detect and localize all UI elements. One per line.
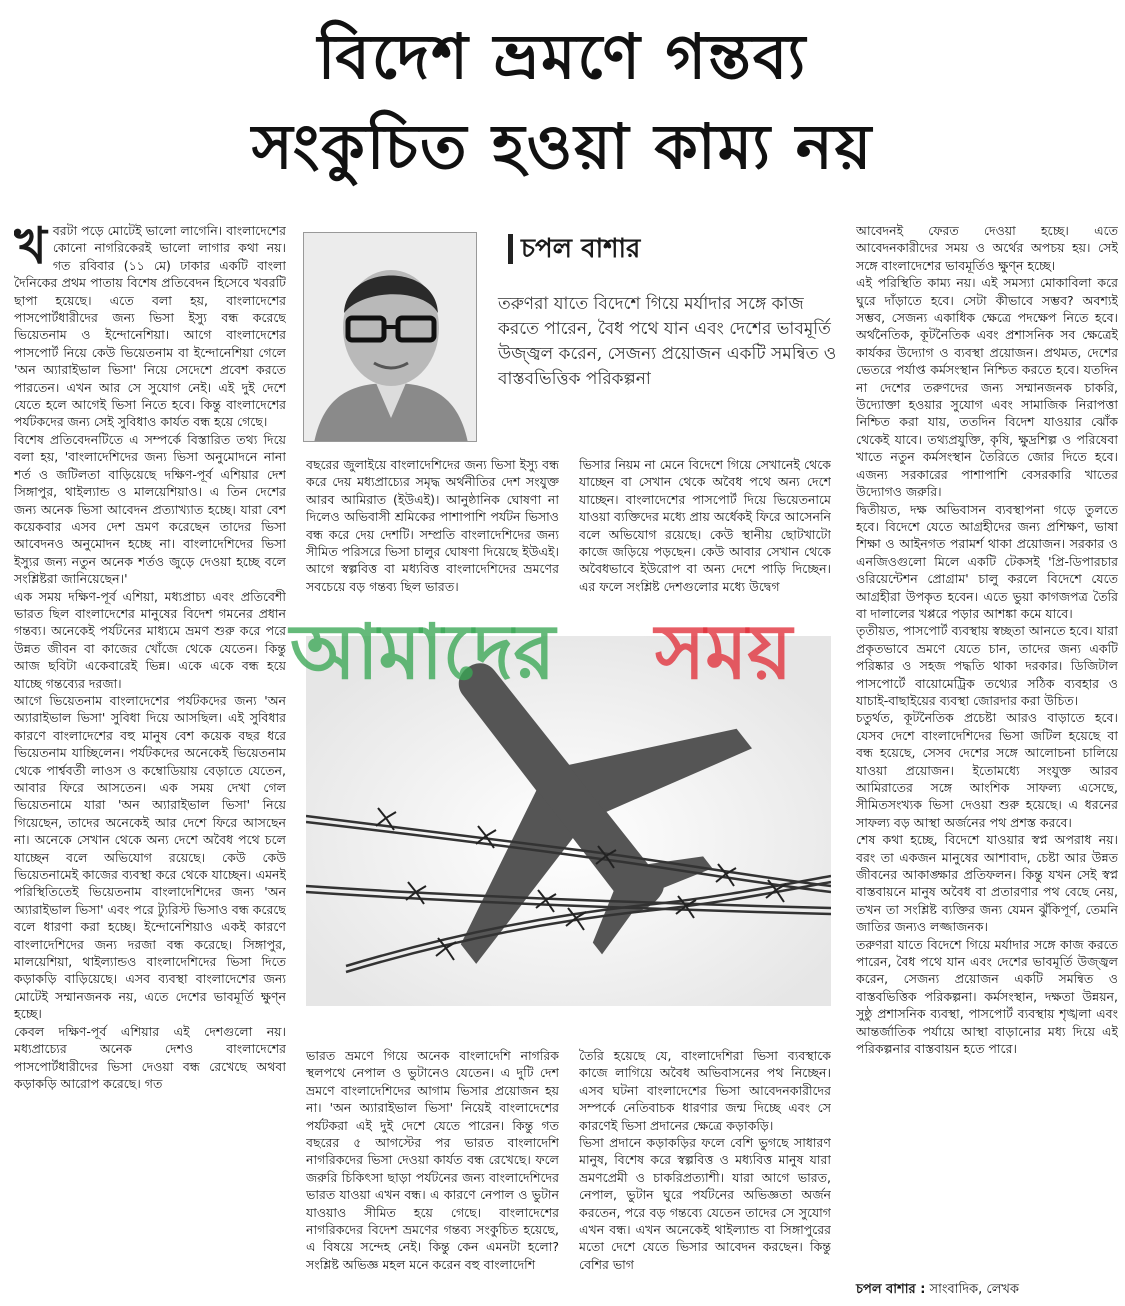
amader-shomoy-watermark — [270, 600, 910, 700]
drop-cap: খ — [14, 222, 47, 275]
paragraph: ভিসা প্রদানে কড়াকড়ির ফলে বেশি ভুগছে সাধারণ মানুষ, বিশেষ করে স্বল্পবিত্ত ও মধ্যবিত্ত মানুষ যারা ভ্রমণপ্রেমী ও চাকরিপ্রত্যাশী। যারা আগে ভারত, নেপাল, ভুটান ঘুরে পর্যটনের অভিজ্ঞতা অর্জন করতেন, পরে বড় গন্তব্যে যেতেন তাদের সে সুযোগ এখন বন্ধ। এখন অনেকেই থাইল্যান্ড বা সিঙ্গাপুরের মতো দেশে যেতে ভিসার আবেদন করছেন। কিন্তু বেশির ভাগ — [579, 1135, 831, 1272]
article-column-4 — [856, 222, 1118, 1302]
paragraph: দ্বিতীয়ত, দক্ষ অভিবাসন ব্যবস্থাপনা গড়ে তুলতে হবে। বিদেশে যেতে আগ্রহীদের জন্য প্রশিক্ষণ, ভাষা শিক্ষা ও আইনগত পরামর্শ থাকা প্রয়োজন। সরকার ও এনজিওগুলো মিলে একটি টেকসই 'প্রি-ডিপারচার ওরিয়েন্টেশন প্রোগ্রাম' চালু করলে বিদেশে যেতে আগ্রহীরা উপকৃত হবেন। এতে ভুয়া কাগজপত্র তৈরি বা দালালের খপ্পরে পড়ার আশঙ্কা কমে যাবে। — [856, 501, 1118, 621]
author-portrait-icon — [304, 233, 477, 442]
paragraph: বিশেষ প্রতিবেদনটিতে এ সম্পর্কে বিস্তারিত তথ্য দিয়ে বলা হয়, 'বাংলাদেশিদের জন্য ভিসা অনুমোদনে নানা শর্ত ও জটিলতা বাড়িয়েছে দক্ষিণ-পূর্ব এশিয়ার দেশ সিঙ্গাপুর, থাইল্যান্ড ও মালয়েশিয়াও। এ তিন দেশের জন্য অনেক ভিসা আবেদন প্রত্যাখ্যাত হচ্ছে। যারা বেশ কয়েকবার এসব দেশ ভ্রমণ করেছেন তাদের ভিসা আবেদনও অনুমোদন হচ্ছে না। বাংলাদেশিদের ভিসা ইস্যুর জন্য নতুন অনেক শর্তও জুড়ে দেওয়া হচ্ছে বলে সংশ্লিষ্টরা জানিয়েছেন।' — [14, 431, 286, 587]
paragraph: তরুণরা যাতে বিদেশে গিয়ে মর্যাদার সঙ্গে কাজ করতে পারেন, বৈধ পথে যান এবং দেশের ভাবমূর্তি উজ্জ্বল করেন, সেজন্য প্রয়োজন একটি সমন্বিত ও বাস্তবভিত্তিক পরিকল্পনা। কর্মসংস্থান, দক্ষতা উন্নয়ন, সুষ্ঠু প্রশাসনিক ব্যবস্থা, পাসপোর্ট ব্যবস্থায় শৃঙ্খলা এবং আন্তর্জাতিক পর্যায়ে আস্থা বাড়ানোর মধ্য দিয়ে এই পরিকল্পনার বাস্তবায়ন হতে পারে। — [856, 936, 1118, 1057]
headline-line-2: সংকুচিত হওয়া কাম্য নয় — [251, 110, 874, 183]
watermark-green-text: আমাদের — [290, 607, 556, 696]
author-signature — [856, 1280, 1118, 1301]
headline-line-1: বিদেশ ভ্রমণে গন্তব্য — [317, 20, 808, 93]
article-column-1 — [14, 222, 286, 1302]
pull-quote: তরুণরা যাতে বিদেশে গিয়ে মর্যাদার সঙ্গে কাজ করতে পারেন, বৈধ পথে যান এবং দেশের ভাবমূর্তি উজ্জ্বল করেন, সেজন্য প্রয়োজন একটি সমন্বিত ও বাস্তবভিত্তিক পরিকল্পনা — [498, 294, 837, 389]
article-column-3-bottom — [579, 1047, 831, 1302]
paragraph: তৃতীয়ত, পাসপোর্ট ব্যবস্থায় স্বচ্ছতা আনতে হবে। যারা প্রকৃতভাবে ভ্রমণে যেতে চান, তাদের জন্য একটি পরিষ্কার ও সহজ পদ্ধতি থাকা দরকার। ডিজিটাল পাসপোর্টে বায়োমেট্রিক তথ্যের সঠিক ব্যবহার ও যাচাই-বাছাইয়ের ব্যবস্থা জোরদার করা উচিত। — [856, 623, 1118, 708]
paragraph: ভারত ভ্রমণে গিয়ে অনেক বাংলাদেশি নাগরিক স্থলপথে নেপাল ও ভুটানেও যেতেন। এ দুটি দেশ ভ্রমণে বাংলাদেশিদের আগাম ভিসার প্রয়োজন হয় না। 'অন অ্যারাইভাল ভিসা' নিয়েই বাংলাদেশের পর্যটকরা এই দুই দেশে যেতে পারেন। কিন্তু গত বছরের ৫ আগস্টের পর ভারত বাংলাদেশি নাগরিকদের ভিসা দেওয়া কার্যত বন্ধ রেখেছে। ফলে জরুরি চিকিৎসা ছাড়া পর্যটনের জন্য বাংলাদেশিদের ভারত যাওয়া এখন বন্ধ। এ কারণে নেপাল ও ভুটান যাওয়াও সীমিত হয়ে গেছে। বাংলাদেশের নাগরিকদের বিদেশ ভ্রমণের গন্তব্য সংকুচিত হয়েছে, এ বিষয়ে সন্দেহ নেই। কিন্তু কেন এমনটা হলো? সংশ্লিষ্ট অভিজ্ঞ মহল মনে করেন বহু বাংলাদেশি — [306, 1048, 559, 1272]
signature-name: চপল বাশার : — [856, 1282, 926, 1297]
paragraph: ভিসার নিয়ম না মেনে বিদেশে গিয়ে সেখানেই থেকে যাচ্ছেন বা সেখান থেকে অবৈধ পথে অন্য দেশে যাচ্ছেন। বাংলাদেশের পাসপোর্ট দিয়ে ভিয়েতনামে যাওয়া ব্যক্তিদের মধ্যে প্রায় অর্ধেকই ফিরে আসেননি বলে অভিযোগ রয়েছে। কেউ স্থানীয় ছোটখাটো কাজে জড়িয়ে পড়ছেন। কেউ আবার সেখান থেকে অবৈধভাবে ইউরোপ বা অন্য দেশে পাড়ি দিচ্ছেন। এর ফলে সংশ্লিষ্ট দেশগুলোর মধ্যে উদ্বেগ — [579, 457, 831, 594]
article-column-2-bottom — [306, 1047, 559, 1302]
paragraph: বছরের জুলাইয়ে বাংলাদেশিদের জন্য ভিসা ইস্যু বন্ধ করে দেয় মধ্যপ্রাচ্যের সমৃদ্ধ অর্থনীতির দেশ সংযুক্ত আরব আমিরাত (ইউএই)। আনুষ্ঠানিক ঘোষণা না দিলেও অভিবাসী শ্রমিকের পাশাপাশি পর্যটন ভিসাও বন্ধ করে দেয় দেশটি। সম্প্রতি বাংলাদেশিদের জন্য সীমিত পরিসরে ভিসা চালুর ঘোষণা দিয়েছে ইউএই। আগে স্বল্পবিত্ত বা মধ্যবিত্ত বাংলাদেশিদের ভ্রমণের সবচেয়ে বড় গন্তব্য ছিল ভারত। — [306, 457, 559, 594]
signature-role: সাংবাদিক, লেখক — [929, 1282, 1020, 1297]
paragraph: তৈরি হয়েছে যে, বাংলাদেশিরা ভিসা ব্যবস্থাকে কাজে লাগিয়ে অবৈধ অভিবাসনের পথ নিচ্ছেন। এসব ঘটনা বাংলাদেশের ভিসা আবেদনকারীদের সম্পর্কে নেতিবাচক ধারণার জন্ম দিচ্ছে এবং সে কারণেই ভিসা প্রদানের ক্ষেত্রে কড়াকড়ি। — [579, 1048, 831, 1133]
paragraph: চতুর্থত, কূটনৈতিক প্রচেষ্টা আরও বাড়াতে হবে। যেসব দেশে বাংলাদেশিদের ভিসা জটিল হয়েছে বা বন্ধ হয়েছে, সেসব দেশের সঙ্গে আলোচনা চালিয়ে যাওয়া প্রয়োজন। ইতোমধ্যে সংযুক্ত আরব আমিরাতের সঙ্গে আংশিক সাফল্য এসেছে, সীমিতসংখ্যক ভিসা দেওয়া শুরু হয়েছে। এ ধরনের সাফল্য বড় আস্থা অর্জনের পথ প্রশস্ত করবে। — [856, 710, 1118, 830]
paragraph: এই পরিস্থিতি কাম্য নয়। এই সমস্যা মোকাবিলা করে ঘুরে দাঁড়াতে হবে। সেটা কীভাবে সম্ভব? অবশ্যই সম্ভব, সেজন্য একাধিক ক্ষেত্রে পদক্ষেপ নিতে হবে। অর্থনৈতিক, কূটনৈতিক এবং প্রশাসনিক সব ক্ষেত্রেই কার্যকর উদ্যোগ ও ব্যবস্থা প্রয়োজন। প্রথমত, দেশের ভেতরে পর্যাপ্ত কর্মসংস্থান নিশ্চিত করতে হবে। যতদিন না দেশের তরুণদের জন্য সম্মানজনক চাকরি, উদ্যোক্তা হওয়ার সুযোগ এবং সামাজিক নিরাপত্তা নিশ্চিত করা যায়, ততদিন বিদেশ যাওয়ার ঝোঁক থেকেই যাবে। তথ্যপ্রযুক্তি, কৃষি, ক্ষুদ্রশিল্প ও পরিষেবা খাতে নতুন কর্মসংস্থান তৈরিতে জোর দিতে হবে। এজন্য সরকারের পাশাপাশি বেসরকারি খাতের উদ্যোগও জরুরি। — [856, 275, 1118, 500]
paragraph: আবেদনই ফেরত দেওয়া হচ্ছে। এতে আবেদনকারীদের সময় ও অর্থের অপচয় হয়। সেই সঙ্গে বাংলাদেশের ভাবমূর্তিও ক্ষুণ্ন হচ্ছে। — [856, 223, 1118, 273]
watermark-red-text: সময় — [655, 607, 793, 696]
author-byline: চপল বাশার — [508, 234, 640, 264]
paragraph: এক সময় দক্ষিণ-পূর্ব এশিয়া, মধ্যপ্রাচ্য এবং প্রতিবেশী ভারত ছিল বাংলাদেশের মানুষের বিদেশ গমনের প্রধান গন্তব্য। অনেকেই পর্যটনের মাধ্যমে ভ্রমণ শুরু করে পরে উন্নত জীবন বা কাজের খোঁজে থেকে যেতেন। কিন্তু আজ ছবিটা একেবারেই ভিন্ন। একে একে বন্ধ হয়ে যাচ্ছে গন্তব্যের দরজা। — [14, 588, 286, 691]
author-photo — [303, 232, 477, 442]
paragraph: শেষ কথা হচ্ছে, বিদেশে যাওয়ার স্বপ্ন অপরাধ নয়। বরং তা একজন মানুষের আশাবাদ, চেষ্টা আর উন্নত জীবনের আকাঙ্ক্ষার প্রতিফলন। কিন্তু যখন সেই স্বপ্ন বাস্তবায়নে মানুষ অবৈধ বা প্রতারণার পথ বেছে নেয়, তখন তা সংশ্লিষ্ট ব্যক্তির জন্য যেমন ঝুঁকিপূর্ণ, তেমনি জাতির জন্যও লজ্জাজনক। — [856, 832, 1118, 935]
paragraph: খবরটা পড়ে মোটেই ভালো লাগেনি। বাংলাদেশের কোনো নাগরিকেরই ভালো লাগার কথা নয়। গত রবিবার (১১ মে) ঢাকার একটি বাংলা দৈনিকের প্রথম পাতায় বিশেষ প্রতিবেদন হিসেবে খবরটি ছাপা হয়েছে। এতে বলা হয়, বাংলাদেশের পাসপোর্টধারীদের জন্য ভিসা ইস্যু বন্ধ করেছে ভিয়েতনাম ও ইন্দোনেশিয়া। আগে বাংলাদেশের পাসপোর্ট নিয়ে কেউ ভিয়েতনাম বা ইন্দোনেশিয়া গেলে 'অন অ্যারাইভাল ভিসা' নিয়ে সেদেশে প্রবেশ করতে পারতেন। এখন আর সে সুযোগ নেই। এই দুই দেশে যেতে হলে আগেই ভিসা নিতে হবে। কিন্তু বাংলাদেশের পর্যটকদের জন্য সেই সুবিধাও কার্যত বন্ধ হয়ে গেছে। — [14, 222, 286, 430]
paragraph: আগে ভিয়েতনাম বাংলাদেশের পর্যটকদের জন্য 'অন অ্যারাইভাল ভিসা' সুবিধা দিয়ে আসছিল। এই সুবিধার কারণে বাংলাদেশের বহু মানুষ বেশ কয়েক বছর ধরে ভিয়েতনাম যাচ্ছিলেন। পর্যটকদের অনেকেই ভিয়েতনাম থেকে পার্শ্ববর্তী লাওস ও কম্বোডিয়ায় বেড়াতে যেতেন, আবার ফিরে আসতেন। এক সময় দেখা গেল ভিয়েতনামে যারা 'অন অ্যারাইভাল ভিসা' নিয়ে গিয়েছেন, তাদের অনেকেই আর দেশে ফিরে আসছেন না। অনেকে সেখান থেকে অন্য দেশে অবৈধ পথে চলে যাচ্ছেন বলে অভিযোগ রয়েছে। কেউ কেউ ভিয়েতনামেই কাজের ব্যবস্থা করে থেকে যাচ্ছেন। এমনই পরিস্থিতিতেই ভিয়েতনাম বাংলাদেশিদের জন্য 'অন অ্যারাইভাল ভিসা' এবং পরে ট্যুরিস্ট ভিসাও বন্ধ করেছে বলে ধারণা করা হচ্ছে। ইন্দোনেশিয়াও একই কারণে বাংলাদেশিদের জন্য দরজা বন্ধ করেছে। সিঙ্গাপুর, মালয়েশিয়া, থাইল্যান্ডও বাংলাদেশিদের ভিসা দিতে কড়াকড়ি বাড়িয়েছে। এসব ব্যবস্থা বাংলাদেশের জন্য মোটেই সম্মানজনক নয়, এতে দেশের ভাবমূর্তি ক্ষুণ্ন হচ্ছে। — [14, 692, 286, 1022]
paragraph: কেবল দক্ষিণ-পূর্ব এশিয়ার এই দেশগুলো নয়। মধ্যপ্রাচ্যের অনেক দেশও বাংলাদেশের পাসপোর্টধারীদের ভিসা দেওয়া বন্ধ রেখেছে অথবা কড়াকড়ি আরোপ করেছে। গত — [14, 1023, 286, 1091]
